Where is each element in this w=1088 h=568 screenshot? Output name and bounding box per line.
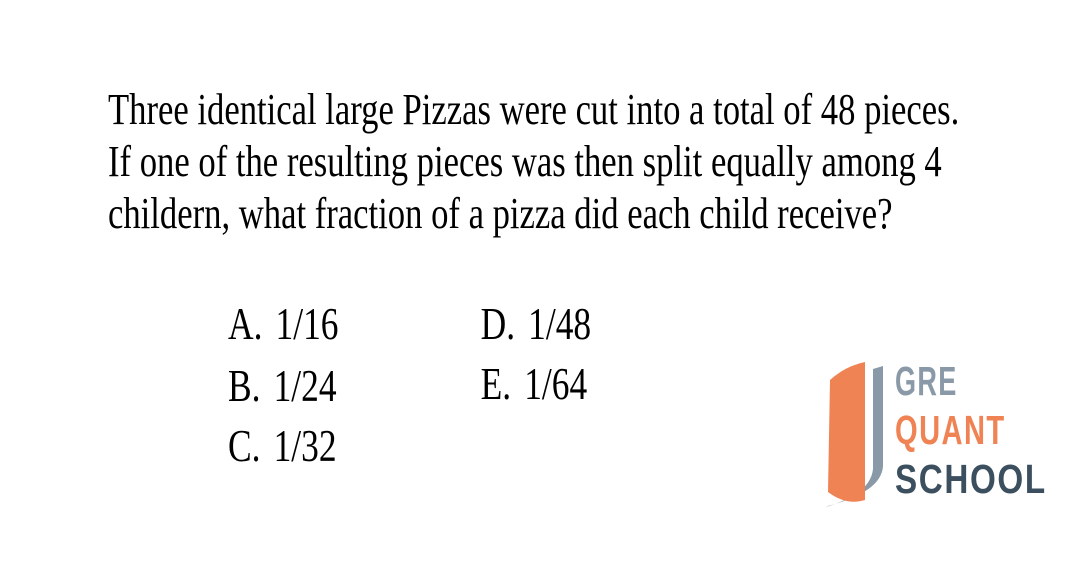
choice-b-value: 1/24	[273, 361, 337, 411]
choice-d[interactable]	[480, 299, 592, 349]
answer-choices	[228, 299, 716, 512]
choice-c[interactable]	[228, 421, 337, 471]
brand-wordmark	[895, 357, 1082, 504]
open-book-icon	[816, 354, 886, 512]
question-line-1: Three identical large Pizzas were cut into a total of 48 pieces.	[108, 85, 960, 134]
choice-b[interactable]	[228, 361, 337, 411]
book-page-shape	[828, 362, 865, 502]
choice-a[interactable]	[228, 299, 339, 349]
question-line-3: childern, what fraction of a pizza did each child receive?	[108, 189, 893, 238]
choice-a-value: 1/16	[275, 299, 339, 349]
choice-e-letter: E.	[480, 359, 512, 409]
choice-c-value: 1/32	[273, 421, 337, 471]
choice-e-value: 1/64	[524, 359, 588, 409]
brand-word-school: SCHOOL	[895, 456, 1047, 502]
choice-e[interactable]	[480, 359, 588, 409]
choice-a-letter: A.	[228, 299, 263, 349]
choice-c-letter: C.	[228, 421, 261, 471]
question-line-2: If one of the resulting pieces was then split equally among 4	[108, 137, 942, 186]
choice-b-letter: B.	[228, 361, 261, 411]
choice-d-letter: D.	[480, 299, 516, 349]
question-text	[108, 84, 959, 240]
choice-d-value: 1/48	[528, 299, 592, 349]
brand-logo	[816, 354, 1076, 512]
brand-word-gre: GRE	[895, 358, 958, 404]
brand-word-quant: QUANT	[895, 407, 1006, 453]
